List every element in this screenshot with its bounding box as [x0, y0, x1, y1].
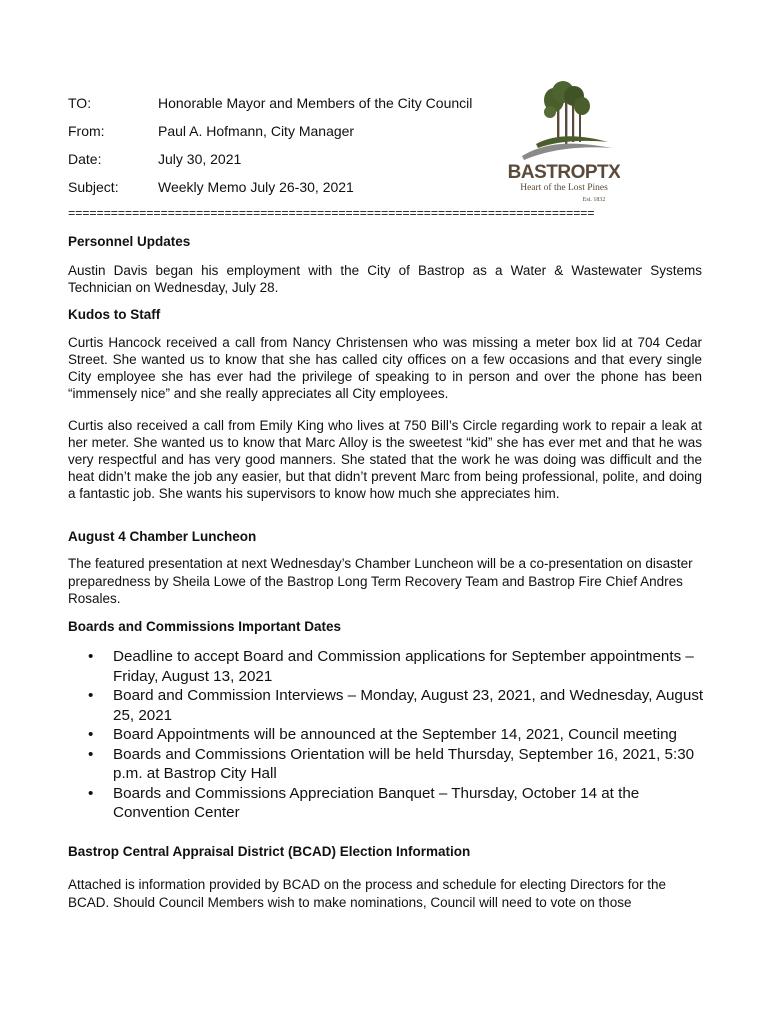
kudos-heading: Kudos to Staff	[68, 307, 161, 322]
list-item	[68, 745, 708, 784]
from-label: From:	[68, 123, 105, 139]
personnel-heading: Personnel Updates	[68, 234, 191, 249]
memo-date-row	[68, 151, 241, 167]
bullet-icon: •	[88, 726, 94, 743]
memo-divider: ==========================================================================	[68, 207, 595, 221]
bullet-icon: •	[88, 648, 94, 665]
date-label: Date:	[68, 151, 102, 167]
logo-wordmark: BASTROPTX	[508, 162, 620, 183]
kudos-para-1: Curtis Hancock received a call from Nancy Christensen who was missing a meter box lid at 704 Cedar Street. She wanted us to know that she has called city offices on a few occasions and that every single City employee she has ever had the privilege of speaking to in person and over the phone has been “immensely nice” and she really appreciates all City employees.	[68, 335, 702, 401]
list-item-text: Deadline to accept Board and Commission applications for September appointments – Friday, August 13, 2021	[113, 648, 694, 685]
subject-label: Subject:	[68, 179, 119, 195]
list-item	[68, 647, 708, 686]
kudos-para-2: Curtis also received a call from Emily King who lives at 750 Bill’s Circle regarding work to repair a leak at her meter. She wanted us to know that Marc Alloy is the sweetest “kid” she has ever met and that he was very respectful and has very good manners. She stated that the work he was doing was difficult and the heat didn’t make the job any easier, but that didn’t prevent Marc from being professional, polite, and doing a fantastic job. She wants his supervisors to know how much she appreciates him.	[68, 418, 702, 501]
bcad-heading: Bastrop Central Appraisal District (BCAD) Election Information	[68, 844, 471, 859]
logo-est: Est. 1832	[582, 197, 606, 203]
list-item	[68, 784, 708, 823]
boards-dates-list	[68, 647, 708, 823]
memo-to-row	[68, 95, 472, 111]
bullet-icon: •	[88, 745, 94, 763]
personnel-text: Austin Davis began his employment with the City of Bastrop as a Water & Wastewater Systems Technician on Wednesday, July 28.	[68, 263, 702, 295]
from-value: Paul A. Hofmann, City Manager	[158, 123, 355, 139]
logo-tagline: Heart of the Lost Pines	[520, 183, 608, 193]
bullet-icon: •	[88, 784, 94, 802]
list-item-text: Boards and Commissions Appreciation Banquet – Thursday, October 14 at the Convention Center	[113, 784, 640, 821]
to-label: TO:	[68, 95, 92, 111]
luncheon-heading: August 4 Chamber Luncheon	[68, 529, 257, 544]
list-item-text: Board and Commission Interviews – Monday, August 23, 2021, and Wednesday, August 25, 2021	[113, 687, 704, 724]
list-item-text: Boards and Commissions Orientation will be held Thursday, September 16, 2021, 5:30 p.m. at Bastrop City Hall	[113, 745, 695, 782]
to-value: Honorable Mayor and Members of the City Council	[158, 95, 473, 111]
list-item	[68, 725, 708, 745]
date-value: July 30, 2021	[158, 151, 242, 167]
memo-from-row	[68, 123, 354, 139]
bcad-text: Attached is information provided by BCAD on the process and schedule for electing Directors for the BCAD. Should Council Members wish to make nominations, Council will need to vote on those	[68, 877, 667, 910]
list-item	[68, 686, 708, 725]
memo-subject-row	[68, 179, 354, 195]
bullet-icon: •	[88, 687, 94, 704]
list-item-text: Board Appointments will be announced at the September 14, 2021, Council meeting	[113, 726, 677, 743]
bastrop-logo	[508, 80, 620, 205]
boards-heading: Boards and Commissions Important Dates	[68, 619, 342, 634]
subject-value: Weekly Memo July 26-30, 2021	[158, 179, 354, 195]
luncheon-text: The featured presentation at next Wednesday’s Chamber Luncheon will be a co-presentation on disaster preparedness by Sheila Lowe of the Bastrop Long Term Recovery Team and Bastrop Fire Chief Andres Rosales.	[68, 556, 693, 606]
